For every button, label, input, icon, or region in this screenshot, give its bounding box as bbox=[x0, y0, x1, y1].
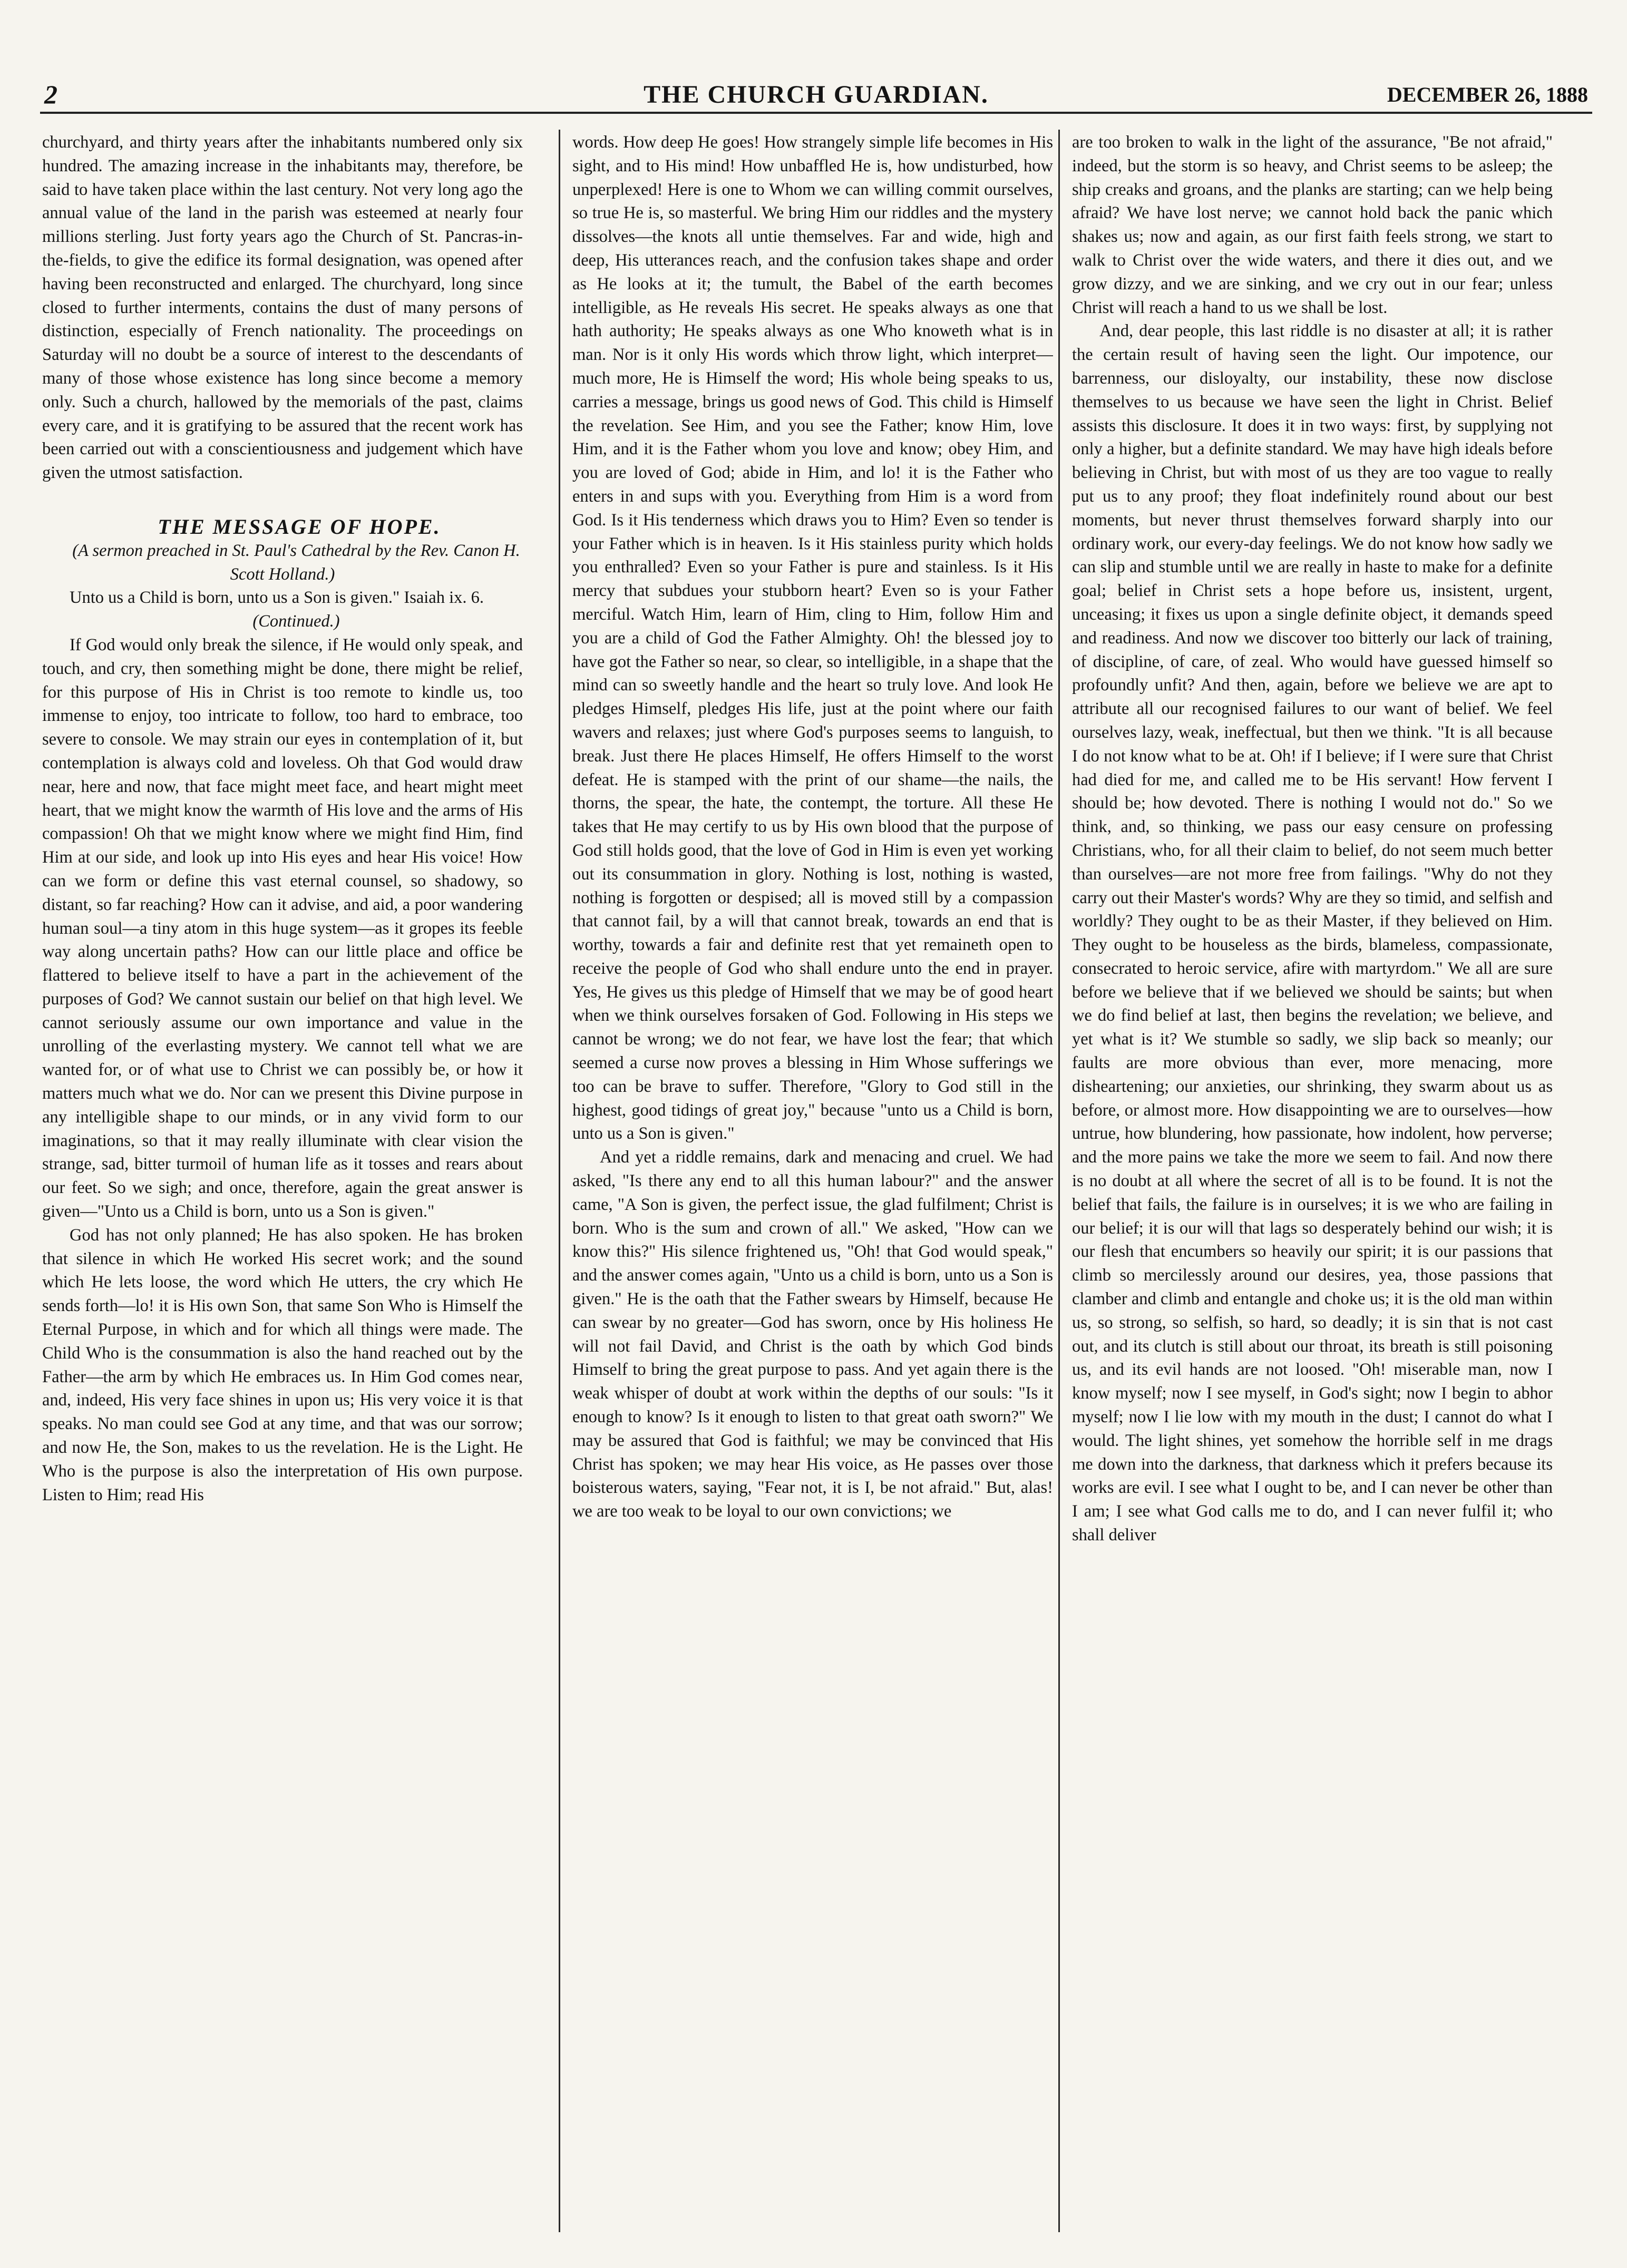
sermon-title: THE MESSAGE OF HOPE. bbox=[158, 514, 441, 539]
sermon-paragraph: And, dear people, this last riddle is no disaster at all; it is rather the certain result of having seen the light. Our impotence, our barrenness, our disloyalty, our instability, these now disclose themselves to us because we have seen the light in Christ. Belief assists this disclosure. It does it in two ways: first, by supplying not only a higher, but a definite standard. We may have high ideals before believing in Christ, but with most of us they are too vague to really put us to any proof; they float indefinitely round about our best moments, but never thrust themselves forward sharply into our ordinary work, our every-day feelings. We do not know how sadly we can slip and stumble until we are really in haste to make for a definite goal; belief in Christ sets a hope before us, insistent, urgent, unceasing; it fixes us upon a single definite object, it demands speed and readiness. And now we discover too bitterly our lack of training, of discipline, of care, of zeal. Who would have guessed himself so profoundly unfit? And then, again, before we believe we are apt to attribute all our recognised failures to our want of belief. We feel ourselves lazy, weak, ineffectual, but then we think. "It is all because I do not know what to be at. Oh! if I believe; if I were sure that Christ had died for me, and called me to be His servant! How fervent I should be; how devoted. There is nothing I would not do." So we think, and, so thinking, we pass our easy censure on professing Christians, who, for all their claim to belief, do not seem much better than ourselves—are not more free from failings. "Why do not they carry out their Master's words? Why are they so timid, and selfish and worldly? They ought to be as their Master, if they believed on Him. They ought to be houseless as the birds, blameless, compassionate, consecrated to heroic service, afire with martyrdom." We all are sure before we believe that if we believed we should be saints; but when we do find belief at last, then begins the revelation; we believe, and yet what is it? We stumble so sadly, we slip back so meanly; our faults are more obvious than ever, more menacing, more disheartening; our anxieties, our shrinking, they swarm about us as before, or almost more. How disappointing we are to ourselves—how untrue, how blundering, how passionate, how indolent, how perverse; and the more pains we take the more we seem to fail. And now there is no doubt at all where the secret of all is to be found. It is not the belief that fails, the failure is in ourselves; it is we who are failing in our belief; it is our will that lags so desperately behind our wish; it is our flesh that encumbers so heavily our spirit; it is our passions that climb so mercilessly around our desires, yea, those passions that clamber and climb and entangle and choke us; it is the old man within us, so strong, so selfish, so hard, so deadly; it is sin that is not cast out, and its clutch is still about our throat, its breath is still poisoning us, and its evil hands are not loosed. "Oh! miserable man, now I know myself; now I see myself, in God's sight; now I begin to abhor myself; now I lie low with my mouth in the dust; I cannot do what I would. The light shines, yet somehow the horrible self in me drags me down into the darkness, that darkness which it prefers because its works are evil. I see what I ought to be, and I can never be other than I am; I see what God calls me to do, and I can never fulfil it; who shall deliver bbox=[1072, 321, 1553, 1545]
column-1 bbox=[42, 131, 523, 2233]
article-paragraph: churchyard, and thirty years after the inhabitants numbered only six hundred. The amazing increase in the inhabitants may, therefore, be said to have taken place within the last century. Not very long ago the annual value of the land in the parish was esteemed at nearly four millions sterling. Just forty years ago the Church of St. Pancras-in-the-fields, to give the edifice its formal designation, was opened after having been reconstructed and enlarged. The churchyard, long since closed to further interments, contains the dust of many persons of distinction, especially of French nationality. The proceedings on Saturday will no doubt be a source of interest to the descendants of many of those whose existence has long since become a memory only. Such a church, hallowed by the memorials of the past, claims every care, and it is gratifying to be assured that the recent work has been carried out with a conscientiousness and judgement which have given the utmost satisfaction. bbox=[42, 133, 523, 483]
column-3 bbox=[1072, 131, 1553, 2233]
sermon-paragraph: are too broken to walk in the light of the assurance, "Be not afraid," indeed, but the storm is so heavy, and Christ seems to be asleep; the ship creaks and groans, and the planks are starting; can we help being afraid? We have lost nerve; we cannot hold back the panic which shakes us; now and again, as our first faith feels strong, we start to walk to Christ over the wide waters, and there it dies out, and we grow dizzy, and we are sinking, and we cry out in our fear; unless Christ will reach a hand to us we shall be lost. bbox=[1072, 133, 1553, 317]
page-number: 2 bbox=[44, 80, 57, 109]
issue-date: DECEMBER 26, 1888 bbox=[1387, 83, 1588, 106]
continued-label: (Continued.) bbox=[252, 612, 340, 631]
sermon-paragraph: words. How deep He goes! How strangely simple life becomes in His sight, and to His mind! How unbaffled He is, how undisturbed, how unperplexed! Here is one to Whom we can willing commit ourselves, so true He is, so masterful. We bring Him our riddles and the mystery dissolves—the knots all untie themselves. Far and wide, high and deep, His utterances reach, and the confusion takes shape and order as He looks at it; the tumult, the Babel of the earth becomes intelligible, as He reveals His secret. He speaks always as one that hath authority; He speaks always as one Who knoweth what is in man. Nor is it only His words which throw light, which interpret—much more, He is Himself the word; His whole being speaks to us, carries a message, brings us good news of God. This child is Himself the revelation. See Him, and you see the Father; know Him, love Him, and it is the Father whom you love and know; obey Him, and you are loved of God; abide in Him, and lo! it is the Father who enters in and sups with you. Everything from Him is a word from God. Is it His tenderness which draws you to Him? Even so tender is your Father which is in heaven. Is it His stainless purity which holds you enthralled? Even so your Father is pure and stainless. Is it His mercy that subdues your stubborn heart? Even so is your Father merciful. Watch Him, learn of Him, cling to Him, follow Him and you are a child of God the Father Almighty. Oh! the blessed joy to have got the Father so near, so clear, so intelligible, in a shape that the mind can so sweetly handle and the heart so truly love. And look He pledges Himself, pledges His life, just at the point where our faith wavers and relaxes; just where God's purposes seems to languish, to break. Just there He places Himself, He offers Himself to the worst defeat. He is stamped with the print of our shame—the nails, the thorns, the spear, the hate, the contempt, the torture. All these He takes that He may certify to us by His own blood that the purpose of God still holds good, that the love of God in Him is even yet working out its consummation in glory. Nothing is lost, nothing is wasted, nothing is forgotten or despised; all is moved still by a compassion that cannot fail, by a will that cannot break, towards an end that is worthy, towards a fair and definite rest that yet remaineth open to receive the people of God who shall endure unto the end in prayer. Yes, He gives us this pledge of Himself that we may be of good heart when we think ourselves forsaken of God. Following in His steps we cannot be wrong; we do not fear, we have lost the fear; that which seemed a curse now proves a blessing in Him Whose sufferings we too can be brave to suffer. Therefore, "Glory to God still in the highest, good tidings of great joy," because "unto us a Child is born, unto us a Son is given." bbox=[572, 133, 1053, 1143]
column-rule bbox=[1058, 130, 1060, 2232]
sermon-subtitle: (A sermon preached in St. Paul's Cathedral by the Rev. Canon H. Scott Holland.) bbox=[72, 541, 520, 584]
page-header bbox=[40, 79, 1592, 114]
sermon-paragraph: And yet a riddle remains, dark and menacing and cruel. We had asked, "Is there any end to all this human labour?" and the answer came, "A Son is given, the perfect issue, the glad fulfilment; Christ is born. Who is the sum and crown of all." We asked, "How can we know this?" His silence frightened us, "Oh! that God would speak," and the answer comes again, "Unto us a child is born, unto us a Son is given." He is the oath that the Father swears by Himself, because He can swear by no greater—God has sworn, once by His holiness He will not fail David, and Christ is the oath by which God binds Himself to bring the great purpose to pass. And yet again there is the weak whisper of doubt at work within the depths of our souls: "Is it enough to know? Is it enough to listen to that great oath sworn?" We may be assured that God is faithful; we may be convinced that His Christ has spoken; we may hear His voice, as He passes over those boisterous waters, saying, "Fear not, it is I, be not afraid." But, alas! we are too weak to be loyal to our own convictions; we bbox=[572, 1148, 1053, 1521]
sermon-paragraph: If God would only break the silence, if He would only speak, and touch, and cry, then something might be done, there might be relief, for this purpose of His in Christ is too remote to kindle us, too immense to enjoy, too intricate to follow, too hard to embrace, too severe to console. We may strain our eyes in contemplation of it, but contemplation is always cold and loveless. Oh that God would draw near, here and now, that face might meet face, and heart might meet heart, that we might know the warmth of His love and the arms of His compassion! Oh that we might know where we might find Him, find Him at our side, and look up into His eyes and hear His voice! How can we form or define this vast eternal counsel, so shadowy, so distant, so far reaching? How can it advise, and aid, a poor wandering human soul—a tiny atom in this huge system—as it gropes its feeble way along uncertain paths? How can our little place and office be flattered to believe itself to have a part in the achievement of the purposes of God? We cannot sustain our belief on that high level. We cannot seriously assume our own importance and value in the unrolling of the everlasting mystery. We cannot tell what we are wanted for, or of what use to Christ we can possibly be, or how it matters much what we do. Nor can we present this Divine purpose in any intelligible shape to our minds, or in any vivid form to our imaginations, so that it may really illuminate with clear vision the strange, sad, bitter turmoil of human life as it tosses and rears about our feet. So we sigh; and once, therefore, again the great answer is given—"Unto us a Child is born, unto us a Son is given." bbox=[42, 635, 523, 1221]
newspaper-title: THE CHURCH GUARDIAN. bbox=[644, 81, 989, 109]
sermon-paragraph: God has not only planned; He has also spoken. He has broken that silence in which He worked His secret work; and the sound which He lets loose, the word which He utters, the cry which He sends forth—lo! it is His own Son, that same Son Who is Himself the Eternal Purpose, in which and for which all things were made. The Child Who is the consummation is also the hand reached out by the Father—the arm by which He embraces us. In Him God comes near, and, indeed, His very face shines in upon us; His very voice it is that speaks. No man could see God at any time, and that was our sorrow; and now He, the Son, makes to us the revelation. He is the Light. He Who is the purpose is also the interpretation of His own purpose. Listen to Him; read His bbox=[42, 1225, 523, 1504]
section-divider bbox=[42, 485, 523, 515]
column-2 bbox=[572, 131, 1053, 2233]
scripture-quote: Unto us a Child is born, unto us a Son is given." Isaiah ix. 6. bbox=[70, 588, 484, 608]
column-rule bbox=[559, 130, 560, 2232]
